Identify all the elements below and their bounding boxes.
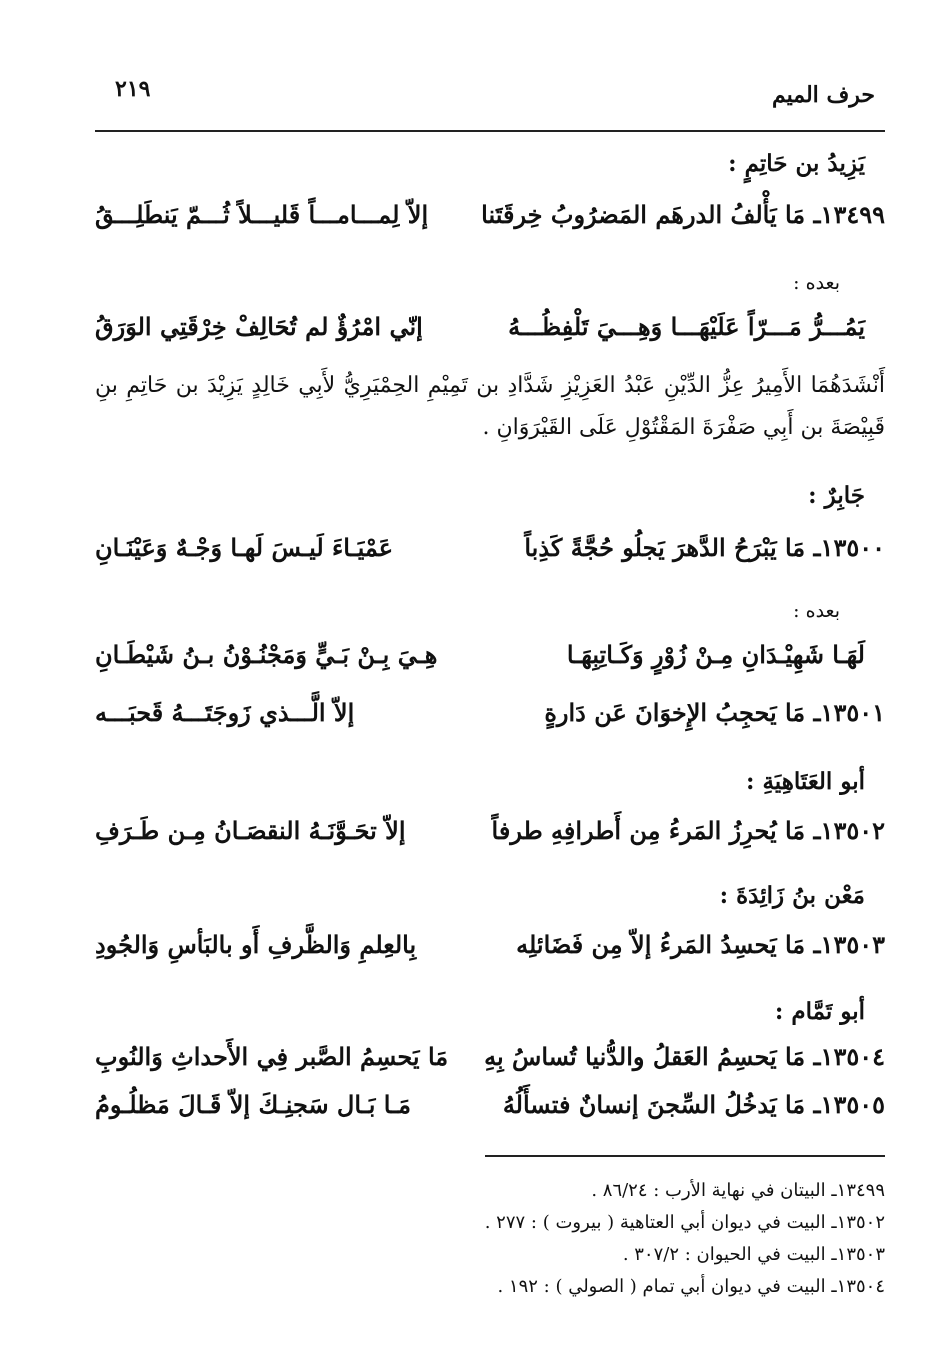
verse-first-hemistich: يَمُـــرُّ مَـــرّاً عَلَيْهَـــا وَهِـــيَ تَلْفِظُـــهُ	[508, 312, 865, 341]
verse-first-hemistich	[544, 698, 885, 727]
verse-second-hemistich: مَا يَحسِمُ الصَّبر فِي الأَحداثِ وَالنُوبِ	[95, 1042, 449, 1071]
verse-first-hemistich	[524, 533, 885, 562]
verse-second-hemistich: مَـا بَـال سَجنِـكَ إلاّ قَـالَ مَظلُـومُ	[95, 1090, 411, 1119]
verse-second-hemistich: إلاّ الَّـــذي زَوجَتَـــهُ قَحبَـــه	[95, 698, 355, 727]
hemistich-text: مَا يَدخُلُ السِّجنَ إنسانٌ فتسأَلُهُ	[502, 1090, 806, 1119]
hemistich-text: مَا يَبْرَحُ الدَّهرَ يَجلُو حُجَّةً كَذِباً	[524, 533, 806, 562]
verse-13503	[95, 930, 885, 970]
verse-number: ١٣٤٩٩ـ	[813, 200, 885, 229]
verse-second-hemistich: هِـيَ بِـنْ بَـيٍّ وَمَجْنُـوْنُ بـنُ شَيْطَـانِ	[95, 640, 438, 669]
footnote: ١٣٥٠٣ـ البيت في الحيوان : ٣٠٧/٢ .	[622, 1244, 885, 1265]
verse-second-hemistich: عَمْيَـاءَ لَيـسَ لَهـا وَجْـهٌ وَعَيْنَـانِ	[95, 533, 394, 562]
verse-first-hemistich	[481, 200, 885, 229]
verse-second-hemistich: إلاّ لِمـــامـــاً قَليـــلاً ثُـــمّ يَنطَلِـــقُ	[95, 200, 429, 229]
hemistich-text: مَا يَحسِمُ العَقلُ والدُّنيا تُساسُ بِهِ	[484, 1042, 806, 1071]
verse-follow	[95, 312, 885, 352]
footnote-divider	[485, 1155, 885, 1157]
note-label: بعده :	[793, 600, 840, 622]
verse-second-hemistich: إنّي امْرُؤٌ لم تُحَالِفْ خِرْقَتِي الوَرَقُ	[95, 312, 423, 341]
verse-first-hemistich	[492, 816, 885, 845]
footnote: ١٣٤٩٩ـ البيتان في نهاية الأرب : ٨٦/٢٤ .	[591, 1180, 885, 1201]
verse-13500	[95, 533, 885, 573]
note-label: بعده :	[793, 272, 840, 294]
verse-first-hemistich	[503, 1090, 885, 1119]
verse-number: ١٣٥٠٥ـ	[813, 1090, 885, 1119]
poet-name: أبو تَمَّام :	[774, 998, 865, 1025]
footnote: ١٣٥٠٢ـ البيت في ديوان أبي العتاهية ( بيروت ) : ٢٧٧ .	[484, 1212, 885, 1233]
poet-name: جَابِرٌ :	[808, 482, 865, 509]
verse-13499	[95, 200, 885, 240]
header-divider	[95, 130, 885, 132]
poet-name: يَزِيدُ بن حَاتِمٍ :	[728, 150, 865, 177]
verse-13501	[95, 698, 885, 738]
chapter-title: حرف الميم	[771, 82, 875, 108]
verse-number: ١٣٥٠٢ـ	[813, 816, 885, 845]
book-page	[95, 50, 885, 1350]
page-number: ٢١٩	[115, 76, 151, 102]
page-header	[95, 68, 885, 118]
poet-name: أبو العَتَاهِيَةِ :	[745, 768, 865, 795]
verse-first-hemistich	[484, 1042, 885, 1071]
verse-number: ١٣٥٠١ـ	[813, 698, 885, 727]
verse-second-hemistich: بِالعِلمِ وَالظَّرفِ أَو بالبَأسِ وَالجُودِ	[95, 930, 417, 959]
hemistich-text: مَا يُحرِزُ المَرءُ مِن أَطرافِهِ طرفاً	[491, 816, 806, 845]
verse-13504	[95, 1042, 885, 1082]
verse-number: ١٣٥٠٤ـ	[813, 1042, 885, 1071]
verse-13502	[95, 816, 885, 856]
poet-name: مَعْن بنُ زَائِدَةَ :	[719, 882, 865, 909]
verse-first-hemistich	[516, 930, 885, 959]
hemistich-text: مَا يَحسِدُ المَرءُ إلاّ مِن فَضَائلِه	[516, 930, 806, 959]
verse-follow	[95, 640, 885, 680]
verse-second-hemistich: إلاّ تحَـوَّنَـهُ النقصَـانُ مِـن طَـرَفِ	[95, 816, 406, 845]
footnotes	[95, 1175, 885, 1303]
verse-number: ١٣٥٠٣ـ	[813, 930, 885, 959]
hemistich-text: مَا يَحجِبُ الإِخوَانَ عَن دَارةٍ	[544, 698, 806, 727]
verse-first-hemistich: لَهَـا شَهِيْـدَانِ مِـنْ زُوْرٍ وَكَـاتِبِهَـا	[566, 640, 865, 669]
attribution-text: أَنْشَدَهُمَا الأَمِيرُ عِزُّ الدِّيْنِ عَبْدُ العَزِيْزِ شَدَّادِ بن تَمِيْمِ الحِمْيَرِيُّ لأَبِي خَالِدٍ يَزِيْدَ بن حَاتِمِ بنِ قَبِيْصَةَ بن أَبِي صَفْرَةَ المَقْتُوْلِ عَلَى القَيْرَوَانِ .	[95, 373, 885, 440]
footnote: ١٣٥٠٤ـ البيت في ديوان أبي تمام ( الصولي ) : ١٩٢ .	[497, 1276, 885, 1297]
hemistich-text: مَا يَأْلفُ الدرهَم المَضرُوبُ خِرقَتَنا	[481, 200, 806, 229]
verse-13505	[95, 1090, 885, 1130]
verse-number: ١٣٥٠٠ـ	[813, 533, 885, 562]
